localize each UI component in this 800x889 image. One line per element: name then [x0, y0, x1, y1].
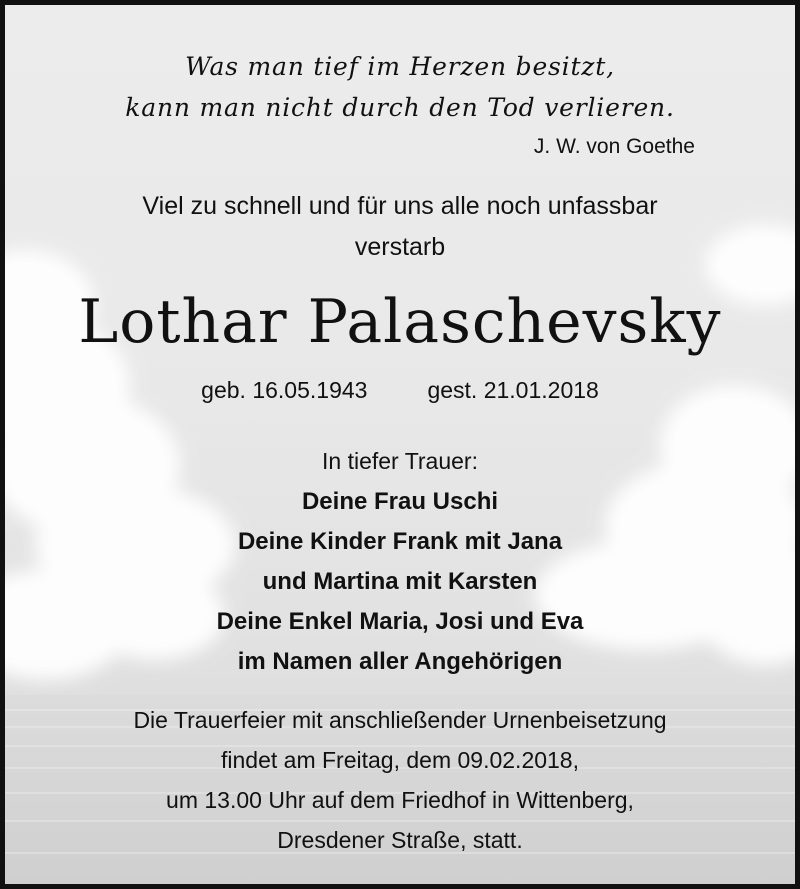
deceased-name: Lothar Palaschevsky: [78, 287, 722, 357]
intro-line-1: Viel zu schnell und für uns alle noch unfassbar: [142, 192, 658, 220]
ceremony-line: findet am Freitag, dem 09.02.2018,: [221, 747, 579, 773]
quote-line-2: kann man nicht durch den Tod verlieren.: [125, 93, 675, 122]
death-date: gest. 21.01.2018: [427, 377, 599, 403]
mourner-line: Deine Kinder Frank mit Jana: [237, 528, 563, 555]
quote-author: J. W. von Goethe: [533, 135, 695, 158]
birth-date: geb. 16.05.1943: [201, 377, 368, 403]
mourner-line: im Namen aller Angehörigen: [237, 648, 563, 675]
ceremony-line: Dresdener Straße, statt.: [277, 827, 523, 853]
ceremony-line: Die Trauerfeier mit anschließender Urnenbeisetzung: [133, 707, 667, 733]
ceremony-line: um 13.00 Uhr auf dem Friedhof in Wittenberg,: [166, 787, 634, 813]
intro-line-2: verstarb: [354, 233, 446, 261]
mourner-line: Deine Frau Uschi: [301, 488, 499, 515]
mourner-line: und Martina mit Karsten: [262, 568, 538, 595]
mourner-line: Deine Enkel Maria, Josi und Eva: [216, 608, 584, 635]
quote-line-1: Was man tief im Herzen besitzt,: [185, 52, 615, 81]
mourners-heading: In tiefer Trauer:: [322, 448, 478, 474]
life-dates: [5, 377, 795, 404]
